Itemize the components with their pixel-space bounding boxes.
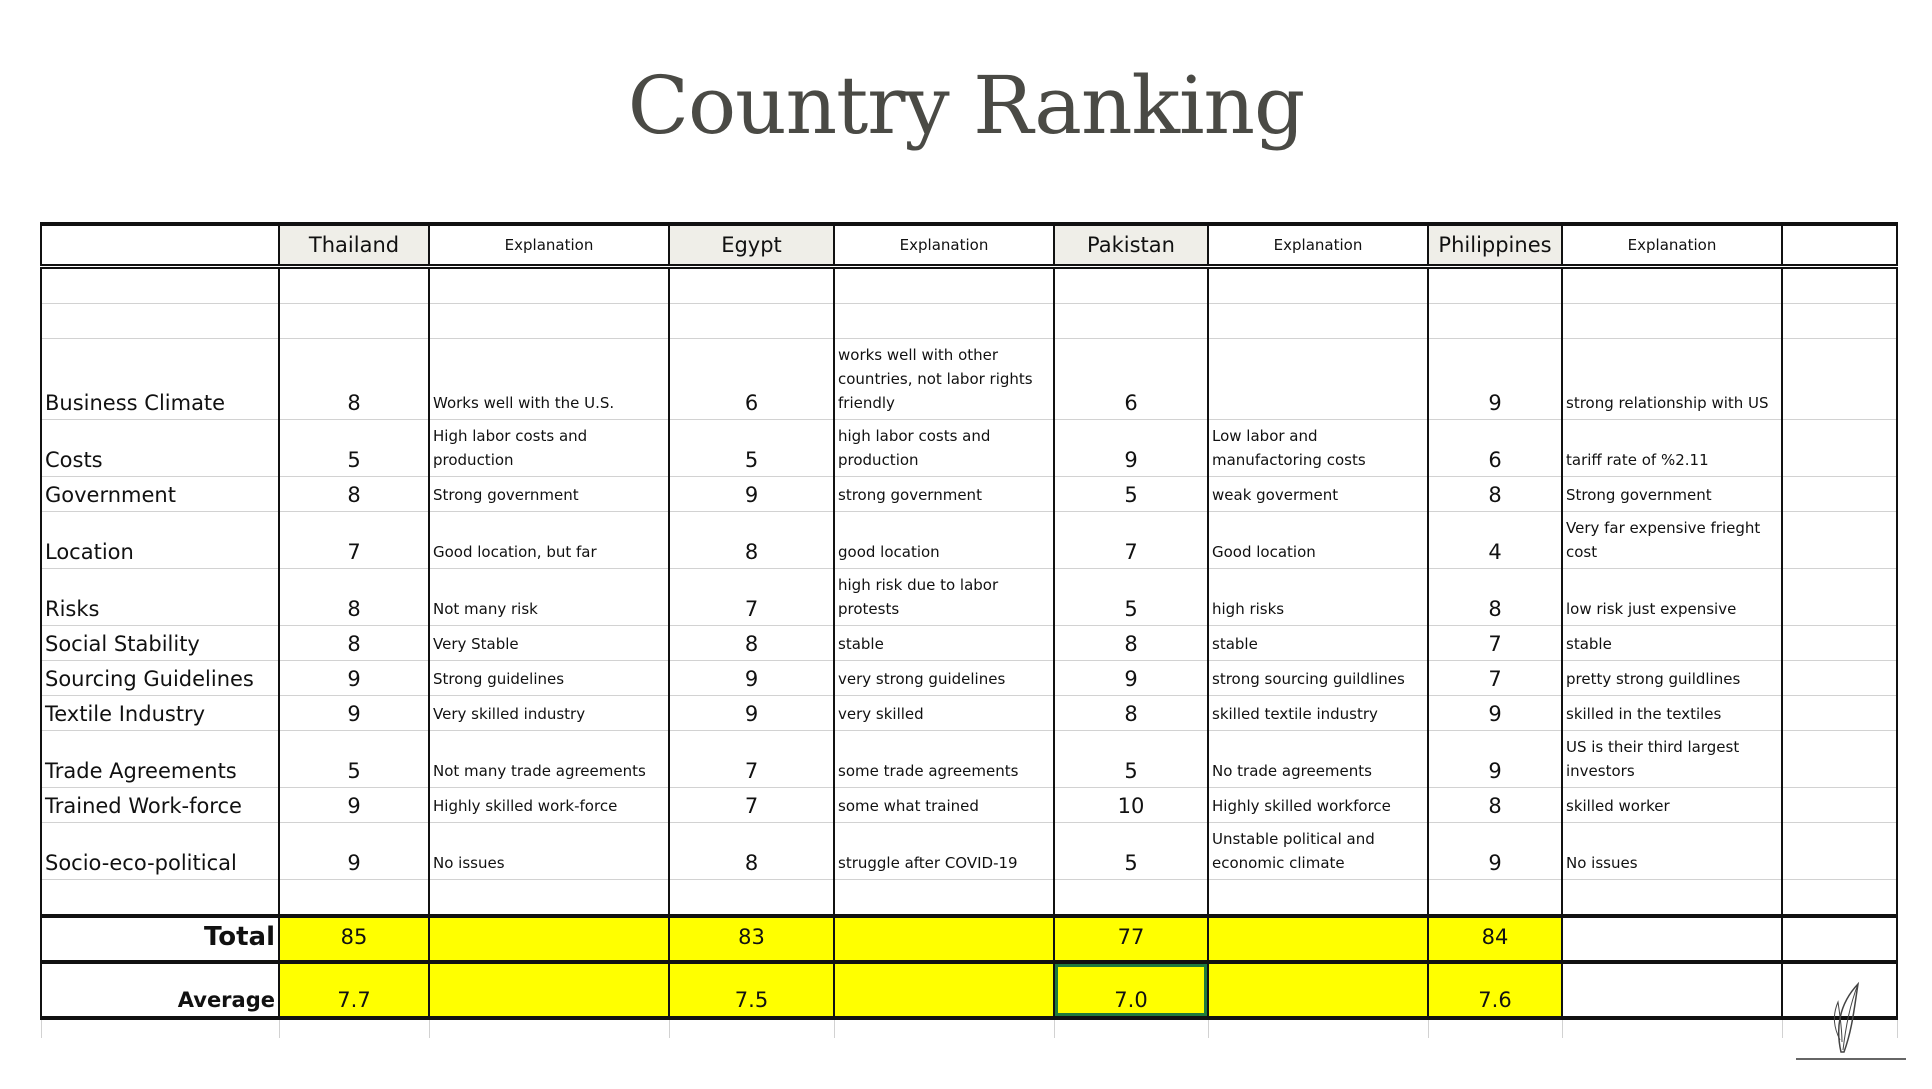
explanation-cell[interactable]: high risks — [1208, 569, 1428, 626]
explanation-cell[interactable] — [1208, 304, 1428, 339]
explanation-cell[interactable]: very skilled — [834, 696, 1054, 731]
explanation-cell[interactable] — [1208, 339, 1428, 420]
explanation-cell[interactable]: high risk due to labor protests — [834, 569, 1054, 626]
header-country-cell[interactable]: Thailand — [279, 224, 429, 267]
criterion-row — [41, 880, 1897, 917]
criterion-cell[interactable]: Location — [41, 512, 279, 569]
explanation-cell[interactable] — [1562, 880, 1782, 917]
header-explanation-cell[interactable]: Explanation — [429, 224, 669, 267]
explanation-cell[interactable]: works well with other countries, not labor rights friendly — [834, 339, 1054, 420]
explanation-cell[interactable]: very strong guidelines — [834, 661, 1054, 696]
criterion-row — [41, 626, 1897, 661]
explanation-cell[interactable]: Highly skilled work-force — [429, 788, 669, 823]
explanation-cell[interactable]: Highly skilled workforce — [1208, 788, 1428, 823]
criterion-row — [41, 788, 1897, 823]
explanation-cell[interactable]: Not many trade agreements — [429, 731, 669, 788]
empty-cell[interactable] — [1782, 420, 1897, 477]
score-cell[interactable]: 5 — [1054, 731, 1208, 788]
explanation-cell[interactable]: High labor costs and production — [429, 420, 669, 477]
score-cell[interactable]: 6 — [669, 339, 834, 420]
explanation-cell[interactable]: strong government — [834, 477, 1054, 512]
explanation-cell[interactable]: No issues — [1562, 823, 1782, 880]
score-cell[interactable] — [1428, 267, 1562, 304]
score-cell[interactable]: 5 — [1054, 569, 1208, 626]
empty-cell[interactable] — [1782, 339, 1897, 420]
feather-leaf-icon — [1796, 980, 1906, 1060]
score-cell[interactable]: 9 — [669, 661, 834, 696]
explanation-cell[interactable]: Strong government — [1562, 477, 1782, 512]
average-label[interactable]: Average — [41, 962, 279, 1018]
header-row — [41, 224, 1897, 267]
score-cell[interactable]: 9 — [279, 696, 429, 731]
score-cell[interactable]: 7 — [669, 788, 834, 823]
explanation-cell[interactable]: Unstable political and economic climate — [1208, 823, 1428, 880]
criterion-cell[interactable]: Textile Industry — [41, 696, 279, 731]
explanation-cell[interactable]: Works well with the U.S. — [429, 339, 669, 420]
explanation-cell[interactable]: struggle after COVID-19 — [834, 823, 1054, 880]
score-cell[interactable]: 7 — [669, 731, 834, 788]
criterion-row — [41, 696, 1897, 731]
criterion-row — [41, 267, 1897, 304]
criterion-cell[interactable]: Socio-eco-political — [41, 823, 279, 880]
empty-cell[interactable] — [1782, 304, 1897, 339]
score-cell[interactable]: 8 — [1054, 696, 1208, 731]
explanation-cell[interactable]: Not many risk — [429, 569, 669, 626]
empty-cell[interactable] — [1782, 569, 1897, 626]
score-cell[interactable] — [1054, 267, 1208, 304]
score-cell[interactable]: 7 — [279, 512, 429, 569]
empty-cell[interactable] — [1782, 880, 1897, 917]
empty-cell[interactable] — [1782, 788, 1897, 823]
criterion-row — [41, 339, 1897, 420]
score-cell[interactable]: 8 — [1428, 788, 1562, 823]
explanation-cell[interactable]: Very skilled industry — [429, 696, 669, 731]
total-empty-cell[interactable] — [1782, 916, 1897, 962]
header-explanation-cell[interactable]: Explanation — [1562, 224, 1782, 267]
criterion-row — [41, 731, 1897, 788]
empty-cell[interactable] — [1782, 661, 1897, 696]
explanation-cell[interactable]: Very Stable — [429, 626, 669, 661]
explanation-cell[interactable]: stable — [1208, 626, 1428, 661]
score-cell[interactable]: 8 — [1428, 569, 1562, 626]
explanation-cell[interactable]: some what trained — [834, 788, 1054, 823]
page-title: Country Ranking — [627, 59, 1305, 152]
score-cell[interactable]: 7 — [1428, 661, 1562, 696]
score-cell[interactable] — [669, 267, 834, 304]
empty-cell[interactable] — [1782, 512, 1897, 569]
criterion-row — [41, 661, 1897, 696]
score-cell[interactable]: 9 — [1428, 339, 1562, 420]
average-blank-cell[interactable] — [429, 962, 669, 1018]
explanation-cell[interactable]: skilled worker — [1562, 788, 1782, 823]
criterion-cell[interactable] — [41, 267, 279, 304]
score-cell[interactable]: 9 — [1054, 661, 1208, 696]
explanation-cell[interactable]: Low labor and manufactoring costs — [1208, 420, 1428, 477]
explanation-cell[interactable] — [834, 267, 1054, 304]
explanation-cell[interactable]: some trade agreements — [834, 731, 1054, 788]
criterion-cell[interactable]: Government — [41, 477, 279, 512]
score-cell[interactable] — [1054, 880, 1208, 917]
empty-cell[interactable] — [1782, 477, 1897, 512]
score-cell[interactable]: 8 — [669, 823, 834, 880]
gridline-stub-cell — [1562, 1018, 1782, 1038]
score-cell[interactable]: 7 — [1054, 512, 1208, 569]
explanation-cell[interactable]: skilled textile industry — [1208, 696, 1428, 731]
header-explanation-cell[interactable]: Explanation — [834, 224, 1054, 267]
gridline-stub-cell — [834, 1018, 1054, 1038]
explanation-cell[interactable]: Strong government — [429, 477, 669, 512]
header-explanation-cell[interactable]: Explanation — [1208, 224, 1428, 267]
criterion-row — [41, 477, 1897, 512]
explanation-cell[interactable]: stable — [1562, 626, 1782, 661]
criterion-row — [41, 823, 1897, 880]
score-cell[interactable]: 8 — [669, 626, 834, 661]
explanation-cell[interactable]: stable — [834, 626, 1054, 661]
criterion-cell[interactable] — [41, 304, 279, 339]
explanation-cell[interactable]: good location — [834, 512, 1054, 569]
explanation-cell[interactable] — [1208, 267, 1428, 304]
average-blank-cell[interactable] — [834, 962, 1054, 1018]
score-cell[interactable]: 9 — [279, 823, 429, 880]
header-country-cell[interactable]: Pakistan — [1054, 224, 1208, 267]
gridline-stub-cell — [1208, 1018, 1428, 1038]
total-value-cell[interactable]: 83 — [669, 916, 834, 962]
explanation-cell[interactable]: low risk just expensive — [1562, 569, 1782, 626]
explanation-cell[interactable] — [1562, 304, 1782, 339]
score-cell[interactable] — [1054, 304, 1208, 339]
total-blank-cell[interactable] — [834, 916, 1054, 962]
total-value-cell[interactable]: 77 — [1054, 916, 1208, 962]
empty-cell[interactable] — [1782, 696, 1897, 731]
score-cell[interactable]: 8 — [279, 339, 429, 420]
average-value-cell[interactable]: 7.0 — [1054, 962, 1208, 1018]
average-row — [41, 962, 1897, 1018]
criterion-cell[interactable]: Business Climate — [41, 339, 279, 420]
explanation-cell[interactable]: No issues — [429, 823, 669, 880]
score-cell[interactable]: 9 — [1428, 823, 1562, 880]
criterion-cell[interactable]: Sourcing Guidelines — [41, 661, 279, 696]
score-cell[interactable] — [669, 880, 834, 917]
header-country-cell[interactable]: Egypt — [669, 224, 834, 267]
explanation-cell[interactable] — [834, 304, 1054, 339]
average-value-cell[interactable]: 7.6 — [1428, 962, 1562, 1018]
criterion-row — [41, 420, 1897, 477]
score-cell[interactable]: 7 — [1428, 626, 1562, 661]
score-cell[interactable]: 8 — [279, 626, 429, 661]
score-cell[interactable]: 6 — [1428, 420, 1562, 477]
explanation-cell[interactable] — [429, 304, 669, 339]
explanation-cell[interactable]: skilled in the textiles — [1562, 696, 1782, 731]
criterion-row — [41, 569, 1897, 626]
criterion-cell[interactable] — [41, 880, 279, 917]
criterion-cell[interactable]: Trained Work-force — [41, 788, 279, 823]
header-corner-cell[interactable] — [41, 224, 279, 267]
score-cell[interactable]: 5 — [1054, 823, 1208, 880]
total-blank-cell[interactable] — [429, 916, 669, 962]
total-row — [41, 916, 1897, 962]
score-cell[interactable]: 8 — [1428, 477, 1562, 512]
criterion-row — [41, 304, 1897, 339]
criterion-cell[interactable]: Trade Agreements — [41, 731, 279, 788]
empty-cell[interactable] — [1782, 731, 1897, 788]
score-cell[interactable] — [279, 880, 429, 917]
explanation-cell[interactable]: Very far expensive frieght cost — [1562, 512, 1782, 569]
score-cell[interactable]: 9 — [1428, 696, 1562, 731]
score-cell[interactable] — [1428, 304, 1562, 339]
average-value-cell[interactable]: 7.5 — [669, 962, 834, 1018]
average-blank-cell[interactable] — [1208, 962, 1428, 1018]
score-cell[interactable] — [279, 267, 429, 304]
score-cell[interactable]: 9 — [279, 661, 429, 696]
score-cell[interactable]: 9 — [279, 788, 429, 823]
score-cell[interactable]: 6 — [1054, 339, 1208, 420]
explanation-cell[interactable] — [429, 880, 669, 917]
criterion-row — [41, 512, 1897, 569]
average-blank-cell[interactable] — [1562, 962, 1782, 1018]
total-value-cell[interactable]: 85 — [279, 916, 429, 962]
explanation-cell[interactable]: US is their third largest investors — [1562, 731, 1782, 788]
ranking-table — [40, 222, 1898, 1038]
gridline-stub-cell — [1428, 1018, 1562, 1038]
score-cell[interactable]: 4 — [1428, 512, 1562, 569]
header-country-cell[interactable]: Philippines — [1428, 224, 1562, 267]
explanation-cell[interactable]: weak goverment — [1208, 477, 1428, 512]
explanation-cell[interactable]: Good location, but far — [429, 512, 669, 569]
score-cell[interactable]: 8 — [1054, 626, 1208, 661]
score-cell[interactable]: 8 — [279, 477, 429, 512]
explanation-cell[interactable]: high labor costs and production — [834, 420, 1054, 477]
criterion-cell[interactable]: Costs — [41, 420, 279, 477]
score-cell[interactable]: 5 — [1054, 477, 1208, 512]
gridline-stub-row — [41, 1018, 1897, 1038]
explanation-cell[interactable]: pretty strong guildlines — [1562, 661, 1782, 696]
explanation-cell[interactable] — [1562, 267, 1782, 304]
criterion-cell[interactable]: Risks — [41, 569, 279, 626]
average-value-cell[interactable]: 7.7 — [279, 962, 429, 1018]
total-blank-cell[interactable] — [1208, 916, 1428, 962]
score-cell[interactable] — [1428, 880, 1562, 917]
score-cell[interactable]: 9 — [669, 696, 834, 731]
explanation-cell[interactable] — [834, 880, 1054, 917]
gridline-stub-cell — [279, 1018, 429, 1038]
criterion-cell[interactable]: Social Stability — [41, 626, 279, 661]
gridline-stub-cell — [429, 1018, 669, 1038]
total-label[interactable]: Total — [41, 916, 279, 962]
score-cell[interactable]: 5 — [669, 420, 834, 477]
gridline-stub-cell — [41, 1018, 279, 1038]
explanation-cell[interactable]: No trade agreements — [1208, 731, 1428, 788]
explanation-cell[interactable]: Strong guidelines — [429, 661, 669, 696]
gridline-stub-cell — [669, 1018, 834, 1038]
empty-cell[interactable] — [1782, 626, 1897, 661]
explanation-cell[interactable]: strong relationship with US — [1562, 339, 1782, 420]
gridline-stub-cell — [1054, 1018, 1208, 1038]
score-cell[interactable] — [669, 304, 834, 339]
score-cell[interactable]: 9 — [669, 477, 834, 512]
explanation-cell[interactable]: strong sourcing guildlines — [1208, 661, 1428, 696]
score-cell[interactable]: 9 — [1054, 420, 1208, 477]
header-empty-cell[interactable] — [1782, 224, 1897, 267]
score-cell[interactable]: 8 — [279, 569, 429, 626]
explanation-cell[interactable]: tariff rate of %2.11 — [1562, 420, 1782, 477]
explanation-cell[interactable] — [429, 267, 669, 304]
score-cell[interactable]: 5 — [279, 420, 429, 477]
score-cell[interactable]: 8 — [669, 512, 834, 569]
total-value-cell[interactable]: 84 — [1428, 916, 1562, 962]
score-cell[interactable]: 7 — [669, 569, 834, 626]
empty-cell[interactable] — [1782, 823, 1897, 880]
score-cell[interactable]: 10 — [1054, 788, 1208, 823]
explanation-cell[interactable] — [1208, 880, 1428, 917]
score-cell[interactable] — [279, 304, 429, 339]
explanation-cell[interactable]: Good location — [1208, 512, 1428, 569]
empty-cell[interactable] — [1782, 267, 1897, 304]
score-cell[interactable]: 9 — [1428, 731, 1562, 788]
total-blank-cell[interactable] — [1562, 916, 1782, 962]
score-cell[interactable]: 5 — [279, 731, 429, 788]
